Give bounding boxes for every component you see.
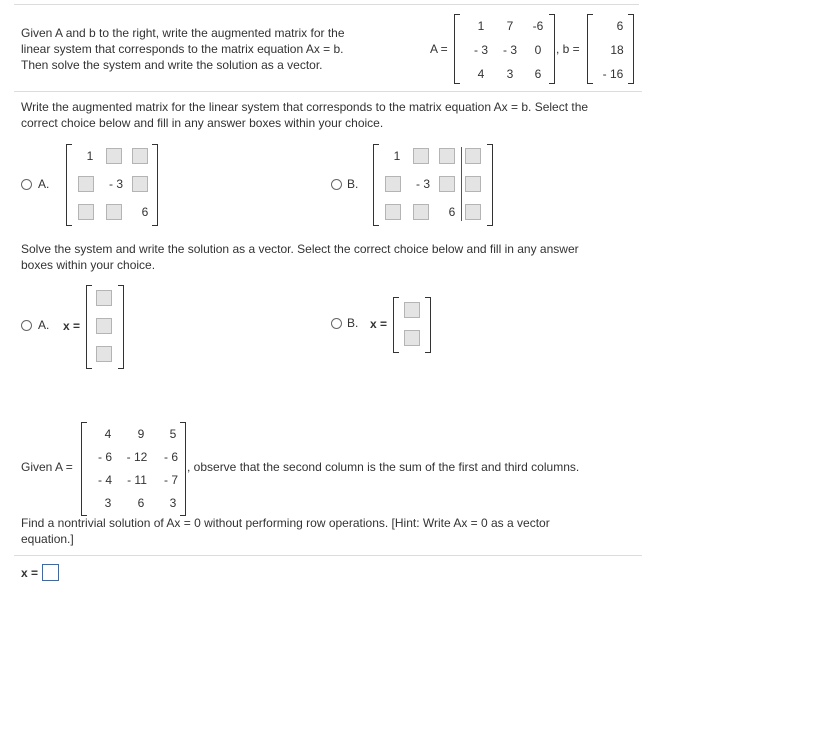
part2-matrix-cell: - 7 <box>163 473 178 487</box>
matrix-a-cell: -6 <box>532 19 544 33</box>
matrix-a-cell: 1 <box>477 19 485 33</box>
q1-b-answer-box[interactable] <box>413 148 429 164</box>
q2-a-left-bracket <box>86 285 92 369</box>
matrix-a-cell: - 3 <box>473 43 488 57</box>
q2-a-right-bracket <box>118 285 124 369</box>
part2-divider <box>14 555 642 556</box>
part2-find-line-2: equation.] <box>21 532 74 546</box>
prompt-line-3: Then solve the system and write the solution as a vector. <box>21 58 323 72</box>
q1-b-right-bracket <box>487 144 493 226</box>
part2-matrix-cell: - 6 <box>163 450 178 464</box>
section-divider <box>14 91 642 92</box>
q1-option-b-label[interactable]: B. <box>347 177 359 191</box>
q2-option-a-radio[interactable] <box>21 320 32 331</box>
q2-option-a-label[interactable]: A. <box>38 318 50 332</box>
q2-b-right-bracket <box>425 297 431 353</box>
top-divider <box>14 4 639 5</box>
part2-matrix-cell: - 12 <box>126 450 148 464</box>
q1-a-given-cell: 1 <box>86 149 94 163</box>
matrix-a-cell: 6 <box>534 67 542 81</box>
q1-b-answer-box[interactable] <box>439 148 455 164</box>
question-2-line-1: Solve the system and write the solution as a vector. Select the correct choice below and fill in any answer <box>21 242 579 256</box>
q1-b-left-bracket <box>373 144 379 226</box>
q2-b-left-bracket <box>393 297 399 353</box>
q1-b-answer-box[interactable] <box>465 176 481 192</box>
q1-b-given-cell: 1 <box>393 149 401 163</box>
q1-option-a-radio[interactable] <box>21 179 32 190</box>
q1-a-answer-box[interactable] <box>78 204 94 220</box>
q1-a-answer-box[interactable] <box>132 176 148 192</box>
part2-x-label: x = <box>21 566 39 580</box>
vector-b-cell: - 16 <box>602 67 624 81</box>
q1-a-given-cell: - 3 <box>108 177 123 191</box>
q1-a-answer-box[interactable] <box>78 176 94 192</box>
q2-b-answer-box[interactable] <box>404 330 420 346</box>
q1-b-answer-box[interactable] <box>465 148 481 164</box>
q1-a-left-bracket <box>66 144 72 226</box>
q1-option-a-label[interactable]: A. <box>38 177 50 191</box>
q1-b-answer-box[interactable] <box>413 204 429 220</box>
matrix-a-cell: 0 <box>534 43 542 57</box>
q1-b-given-cell: 6 <box>448 205 456 219</box>
q2-option-b-radio[interactable] <box>331 318 342 329</box>
part2-matrix-cell: - 11 <box>127 473 147 487</box>
q1-a-answer-box[interactable] <box>132 148 148 164</box>
matrix-a-cell: - 3 <box>502 43 517 57</box>
q1-b-answer-box[interactable] <box>465 204 481 220</box>
vector-b-cell: 6 <box>616 19 624 33</box>
q1-a-given-cell: 6 <box>141 205 149 219</box>
part2-matrix-cell: - 4 <box>97 473 112 487</box>
vector-b-cell: 18 <box>610 43 624 57</box>
part2-answer-input[interactable] <box>42 564 59 581</box>
part2-matrix-cell: 9 <box>137 427 145 441</box>
matrix-a-left-bracket <box>454 14 460 84</box>
part2-matrix-cell: 4 <box>104 427 112 441</box>
part2-find-line-1: Find a nontrivial solution of Ax = 0 without performing row operations. [Hint: Write Ax = 0 as a vector <box>21 516 550 530</box>
q2-b-answer-box[interactable] <box>404 302 420 318</box>
q2-a-x-label: x = <box>63 319 81 333</box>
q1-b-answer-box[interactable] <box>385 204 401 220</box>
vector-b-label: , b = <box>556 42 580 56</box>
q2-a-answer-box[interactable] <box>96 346 112 362</box>
matrix-a-label: A = <box>430 42 448 56</box>
question-1-line-2: correct choice below and fill in any answer boxes within your choice. <box>21 116 384 130</box>
q1-b-answer-box[interactable] <box>385 176 401 192</box>
part2-matrix-cell: - 6 <box>97 450 112 464</box>
prompt-line-1: Given A and b to the right, write the augmented matrix for the <box>21 26 345 40</box>
part2-matrix-cell: 3 <box>104 496 112 510</box>
prompt-line-2: linear system that corresponds to the matrix equation Ax = b. <box>21 42 344 56</box>
part2-matrix-left-bracket <box>81 422 87 516</box>
matrix-a-cell: 4 <box>477 67 485 81</box>
part2-matrix-cell: 5 <box>169 427 177 441</box>
q2-option-b-label[interactable]: B. <box>347 316 359 330</box>
q1-a-answer-box[interactable] <box>106 204 122 220</box>
q1-b-given-cell: - 3 <box>415 177 430 191</box>
part2-observe-text: , observe that the second column is the sum of the first and third columns. <box>187 460 580 474</box>
q2-a-answer-box[interactable] <box>96 318 112 334</box>
part2-matrix-cell: 3 <box>169 496 177 510</box>
q2-a-answer-box[interactable] <box>96 290 112 306</box>
q1-option-b-radio[interactable] <box>331 179 342 190</box>
matrix-a-cell: 3 <box>506 67 514 81</box>
q1-a-answer-box[interactable] <box>106 148 122 164</box>
q2-b-x-label: x = <box>370 317 388 331</box>
part2-matrix-cell: 6 <box>137 496 145 510</box>
matrix-a-cell: 7 <box>506 19 514 33</box>
vector-b-left-bracket <box>587 14 593 84</box>
q1-b-answer-box[interactable] <box>439 176 455 192</box>
question-2-line-2: boxes within your choice. <box>21 258 156 272</box>
question-1-line-1: Write the augmented matrix for the linear system that corresponds to the matrix equation Ax = b. Select the <box>21 100 589 114</box>
part2-given-label: Given A = <box>21 460 73 474</box>
